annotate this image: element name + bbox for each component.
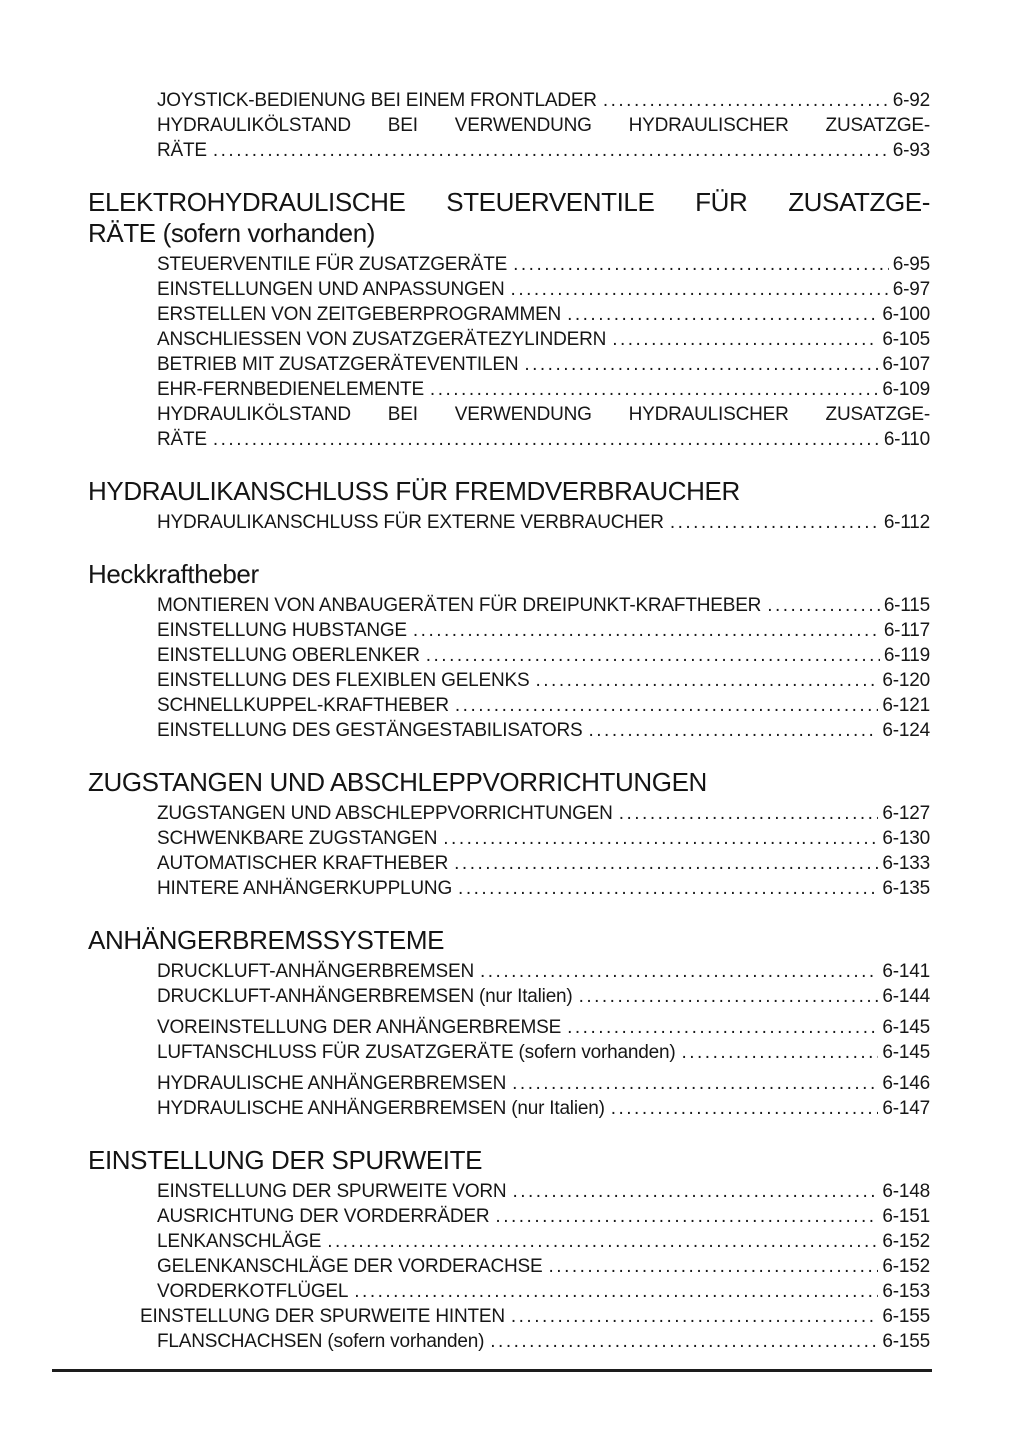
toc-entry-title: FLANSCHACHSEN (sofern vorhanden) (157, 1331, 485, 1352)
toc-entry-title: ERSTELLEN VON ZEITGEBERPROGRAMMEN (157, 304, 562, 325)
toc-page-number: 6-107 (882, 354, 930, 375)
toc-entry-row (157, 984, 930, 1009)
toc-section (88, 767, 930, 901)
toc-page-number: 6-147 (882, 1098, 930, 1119)
toc-entry (88, 88, 930, 113)
section-heading (88, 559, 930, 590)
toc-page-number: 6-124 (882, 720, 930, 741)
toc-entry-row (157, 1015, 930, 1040)
toc-entry-title: LENKANSCHLÄGE (157, 1231, 322, 1252)
dot-leader (535, 668, 878, 693)
toc-entry (88, 1204, 930, 1229)
toc-entry-title: EINSTELLUNG HUBSTANGE (157, 620, 407, 641)
dot-leader (495, 1204, 878, 1229)
toc-entry-row (157, 693, 930, 718)
toc-entry-row (157, 1204, 930, 1229)
dot-leader (567, 1015, 878, 1040)
toc-page-number: 6-135 (882, 878, 930, 899)
dot-leader (458, 876, 878, 901)
toc-entry (88, 252, 930, 277)
dot-leader (681, 1040, 878, 1065)
toc-page-number: 6-155 (882, 1331, 930, 1352)
toc-entry-title: EINSTELLUNG OBERLENKER (157, 645, 420, 666)
toc-entry-title: EHR-FERNBEDIENELEMENTE (157, 379, 424, 400)
toc-page-number: 6-120 (882, 670, 930, 691)
toc-entry (88, 693, 930, 718)
dot-leader (512, 1071, 878, 1096)
dot-leader (327, 1229, 878, 1254)
toc-page-number: 6-141 (882, 961, 930, 982)
section-heading-line: HYDRAULIKANSCHLUSS FÜR FREMDVERBRAUCHER (88, 476, 740, 506)
toc-entry-title: EINSTELLUNG DES FLEXIBLEN GELENKS (157, 670, 530, 691)
toc-entry (88, 593, 930, 618)
toc-entry-title: RÄTE (157, 140, 207, 161)
toc-entry-row (157, 618, 930, 643)
toc-entry-row (157, 1040, 930, 1065)
toc-entry-title: EINSTELLUNG DES GESTÄNGESTABILISATORS (157, 720, 583, 741)
toc-entry (88, 668, 930, 693)
dot-leader (426, 643, 880, 668)
toc-entry (88, 1229, 930, 1254)
toc-entry-row (157, 1329, 930, 1354)
toc-entry-title: ANSCHLIESSEN VON ZUSATZGERÄTEZYLINDERN (157, 329, 607, 350)
toc-entry (88, 327, 930, 352)
toc-entry-title: HYDRAULIKANSCHLUSS FÜR EXTERNE VERBRAUCHER (157, 512, 664, 533)
dot-leader (567, 302, 878, 327)
section-heading-line: ELEKTROHYDRAULISCHE STEUERVENTILE FÜR ZUSATZGE- (88, 187, 930, 217)
section-heading-line: ANHÄNGERBREMSSYSTEME (88, 925, 445, 955)
toc-entry-title: SCHNELLKUPPEL-KRAFTHEBER (157, 695, 449, 716)
dot-leader (413, 618, 880, 643)
dot-leader (619, 801, 879, 826)
toc-entry-row (157, 1179, 930, 1204)
toc-entry-title: GELENKANSCHLÄGE DER VORDERACHSE (157, 1256, 543, 1277)
toc-page-number: 6-92 (892, 90, 930, 111)
toc-entry-row (157, 277, 930, 302)
toc-entry-row (157, 302, 930, 327)
toc-entry (88, 643, 930, 668)
toc-entry (88, 352, 930, 377)
toc-entry-title: EINSTELLUNG DER SPURWEITE HINTEN (140, 1306, 505, 1327)
toc-entry-title: VOREINSTELLUNG DER ANHÄNGERBREMSE (157, 1017, 562, 1038)
toc-entry-row (157, 668, 930, 693)
section-heading-line: ZUGSTANGEN UND ABSCHLEPPVORRICHTUNGEN (88, 767, 707, 797)
toc-page-number: 6-121 (882, 695, 930, 716)
dot-leader (670, 510, 880, 535)
toc-entry-row (157, 1254, 930, 1279)
section-heading (88, 925, 930, 956)
toc-entry-row (157, 427, 930, 452)
toc-entry (88, 277, 930, 302)
toc-page-number: 6-145 (882, 1017, 930, 1038)
toc-entry-title: JOYSTICK-BEDIENUNG BEI EINEM FRONTLADER (157, 90, 597, 111)
toc-entry-row (157, 1279, 930, 1304)
dot-leader (524, 352, 878, 377)
toc-section (88, 187, 930, 452)
toc-entry-title: MONTIEREN VON ANBAUGERÄTEN FÜR DREIPUNKT-KRAFTHEBER (157, 595, 762, 616)
toc-entry-row (157, 88, 930, 113)
toc-page-number: 6-144 (882, 986, 930, 1007)
toc-entry (88, 113, 930, 163)
toc-page-number: 6-95 (892, 254, 930, 275)
toc-page-number: 6-153 (882, 1281, 930, 1302)
toc-entry-title: HYDRAULISCHE ANHÄNGERBREMSEN (nur Italien) (157, 1098, 605, 1119)
toc-page-number: 6-100 (882, 304, 930, 325)
toc-entry-title: STEUERVENTILE FÜR ZUSATZGERÄTE (157, 254, 508, 275)
section-heading (88, 187, 930, 249)
toc-page-number: 6-117 (883, 620, 930, 641)
dot-leader (611, 1096, 879, 1121)
toc-entry-row (157, 252, 930, 277)
toc-entry (88, 302, 930, 327)
dot-leader (612, 327, 878, 352)
toc-entry-title: VORDERKOTFLÜGEL (157, 1281, 349, 1302)
toc-page-number: 6-127 (882, 803, 930, 824)
toc-entry-title: EINSTELLUNGEN UND ANPASSUNGEN (157, 279, 505, 300)
toc-entry-line: HYDRAULIKÖLSTAND BEI VERWENDUNG HYDRAULISCHER ZUSATZGE- (157, 404, 930, 425)
toc-entry (88, 826, 930, 851)
toc-entry-title: BETRIEB MIT ZUSATZGERÄTEVENTILEN (157, 354, 519, 375)
toc-page-number: 6-109 (882, 379, 930, 400)
toc-entry-title: DRUCKLUFT-ANHÄNGERBREMSEN (nur Italien) (157, 986, 573, 1007)
toc-page-number: 6-115 (883, 595, 930, 616)
toc-entry (88, 801, 930, 826)
toc-entry-title: ZUGSTANGEN UND ABSCHLEPPVORRICHTUNGEN (157, 803, 613, 824)
toc-entry-row (140, 1304, 930, 1329)
toc-page-number: 6-146 (882, 1073, 930, 1094)
toc-page-number: 6-145 (882, 1042, 930, 1063)
toc-entry-title: HINTERE ANHÄNGERKUPPLUNG (157, 878, 453, 899)
toc-entries (88, 1179, 930, 1354)
toc-entry-title: HYDRAULISCHE ANHÄNGERBREMSEN (157, 1073, 507, 1094)
toc-section (88, 925, 930, 1121)
dot-leader (213, 427, 880, 452)
toc-page-number: 6-151 (882, 1206, 930, 1227)
toc-entries (88, 252, 930, 452)
toc-entry (88, 1279, 930, 1304)
toc-page-number: 6-152 (882, 1231, 930, 1252)
toc-entry-row (157, 1071, 930, 1096)
toc-entry (88, 851, 930, 876)
toc-section (88, 1145, 930, 1354)
toc-entry-row (157, 643, 930, 668)
toc-page-number: 6-155 (882, 1306, 930, 1327)
dot-leader (490, 1329, 878, 1354)
toc-entry-row (157, 826, 930, 851)
toc-entry-row (157, 851, 930, 876)
toc-entry-title: EINSTELLUNG DER SPURWEITE VORN (157, 1181, 507, 1202)
section-heading-line: RÄTE (sofern vorhanden) (88, 218, 376, 248)
toc-entry-row (157, 1229, 930, 1254)
section-heading (88, 767, 930, 798)
toc-entry-row (157, 801, 930, 826)
toc-entry (88, 1254, 930, 1279)
toc-section (88, 476, 930, 535)
toc-entries (88, 88, 930, 163)
toc-entry-title: DRUCKLUFT-ANHÄNGERBREMSEN (157, 961, 474, 982)
toc-entry-title: AUSRICHTUNG DER VORDERRÄDER (157, 1206, 490, 1227)
toc-page-number: 6-133 (882, 853, 930, 874)
toc-entry-line: HYDRAULIKÖLSTAND BEI VERWENDUNG HYDRAULISCHER ZUSATZGE- (157, 115, 930, 136)
dot-leader (513, 252, 889, 277)
footer-rule (52, 1369, 932, 1372)
toc-page-number: 6-112 (883, 512, 930, 533)
toc-entry (88, 1015, 930, 1040)
toc-entries (88, 510, 930, 535)
dot-leader (579, 984, 879, 1009)
toc-section (88, 559, 930, 743)
toc-page-number: 6-119 (883, 645, 930, 666)
toc-entry (88, 876, 930, 901)
toc-entry (88, 959, 930, 984)
dot-leader (589, 718, 879, 743)
dot-leader (455, 693, 879, 718)
toc-page-number: 6-148 (882, 1181, 930, 1202)
toc-entry-row (157, 510, 930, 535)
dot-leader (454, 851, 878, 876)
toc-page-number: 6-110 (883, 429, 930, 450)
dot-leader (354, 1279, 878, 1304)
dot-leader (443, 826, 878, 851)
toc-page-number: 6-105 (882, 329, 930, 350)
toc-entry-row (157, 1096, 930, 1121)
toc-entries (88, 801, 930, 901)
toc-entry (88, 510, 930, 535)
dot-leader (511, 1304, 879, 1329)
toc-entry (88, 984, 930, 1009)
toc-entry (88, 1329, 930, 1354)
toc-entry-title: AUTOMATISCHER KRAFTHEBER (157, 853, 449, 874)
toc (88, 88, 930, 1354)
toc-entry-row (157, 352, 930, 377)
toc-page-number: 6-97 (892, 279, 930, 300)
toc-entry-row (157, 138, 930, 163)
toc-page-number: 6-152 (882, 1256, 930, 1277)
toc-entry (88, 1096, 930, 1121)
toc-entry (88, 377, 930, 402)
dot-leader (480, 959, 878, 984)
dot-leader (603, 88, 889, 113)
toc-entry (88, 1040, 930, 1065)
dot-leader (549, 1254, 879, 1279)
dot-leader (767, 593, 880, 618)
toc-entry (88, 1179, 930, 1204)
section-heading-line: Heckkraftheber (88, 559, 259, 589)
toc-entry-row (157, 377, 930, 402)
toc-entry-title: SCHWENKBARE ZUGSTANGEN (157, 828, 438, 849)
section-heading (88, 1145, 930, 1176)
toc-page-number: 6-130 (882, 828, 930, 849)
toc-entry (88, 1071, 930, 1096)
section-heading-line: EINSTELLUNG DER SPURWEITE (88, 1145, 483, 1175)
toc-entry-row (157, 718, 930, 743)
dot-leader (512, 1179, 878, 1204)
toc-entry-row (157, 593, 930, 618)
dot-leader (213, 138, 889, 163)
dot-leader (430, 377, 878, 402)
toc-entry (88, 718, 930, 743)
toc-entry-title: RÄTE (157, 429, 207, 450)
toc-entry-row (157, 327, 930, 352)
toc-entries (88, 593, 930, 743)
dot-leader (511, 277, 889, 302)
toc-entry-row (157, 959, 930, 984)
toc-page-number: 6-93 (892, 140, 930, 161)
toc-section (88, 88, 930, 163)
toc-entry (88, 402, 930, 452)
toc-entry-title: LUFTANSCHLUSS FÜR ZUSATZGERÄTE (sofern vorhanden) (157, 1042, 676, 1063)
toc-entry-row (157, 876, 930, 901)
toc-entry (88, 618, 930, 643)
section-heading (88, 476, 930, 507)
toc-entry (88, 1304, 930, 1329)
toc-entries (88, 959, 930, 1121)
